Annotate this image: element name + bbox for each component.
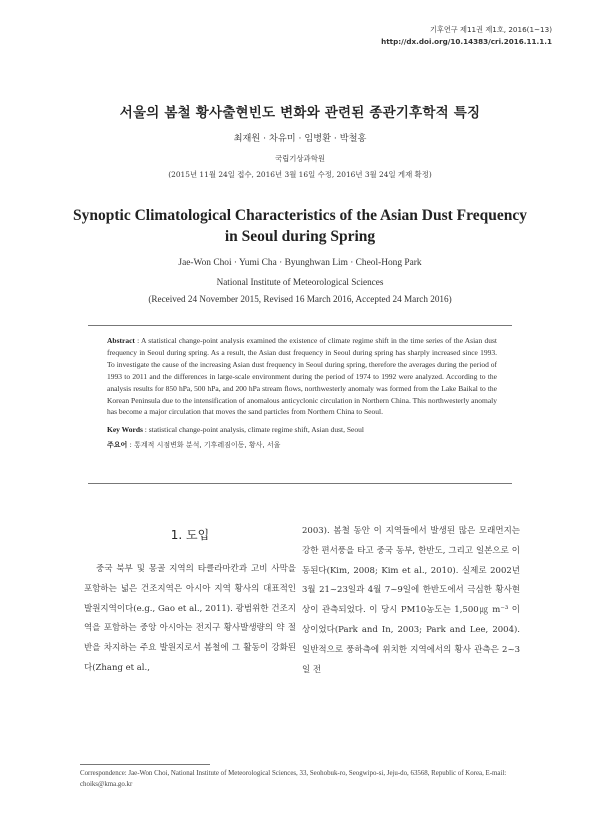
korean-keywords-text: : 통계적 시점변화 분석, 기후레짐이동, 황사, 서울 xyxy=(127,441,281,450)
keywords xyxy=(107,424,497,436)
abstract-text: : A statistical change-point analysis examined the existence of climate regime shift in the time series of the Asian dust frequency in Seoul during spring. As a result, the Asian dust frequency in Seoul during spring has sharply increased since 1993. To investigate the cause of the increasing Asian dust frequency in Seoul during spring, therefore the averages during the period of 1993 to 2011 and the differences in large-scale environment during the period of 1974 to 1992 were analyzed. According to the analysis results for 850 hPa, 500 hPa, and 200 hPa stream flows, northwesterly anomaly was formed from the Lake Baikal to the Korean Peninsula due to the intensification of anomalous anticyclonic circulation in Northern China. This northwesterly anomaly has become a major circulation that moves the sand particles from Northern China to Seoul. xyxy=(107,336,497,417)
abstract-label: Abstract xyxy=(107,336,135,345)
abstract-block xyxy=(107,335,497,452)
english-authors: Jae-Won Choi · Yumi Cha · Byunghwan Lim · Cheol-Hong Park xyxy=(178,258,422,268)
correspondence-footnote: Correspondence: Jae-Won Choi, National Institute of Meteorological Sciences, 33, Seohobuk-ro, Seogwipo-si, Jeju-do, 63568, Republic of Korea, E-mail: choiks@kma.go.kr xyxy=(80,770,507,788)
korean-affiliation: 국립기상과학원 xyxy=(275,154,325,163)
english-affiliation: National Institute of Meteorological Sciences xyxy=(216,277,384,287)
english-dates: (Received 24 November 2015, Revised 16 March 2016, Accepted 24 March 2016) xyxy=(148,294,452,304)
footnote-rule xyxy=(80,764,210,765)
keywords-text: : statistical change-point analysis, climate regime shift, Asian dust, Seoul xyxy=(142,425,364,435)
english-title-line2: in Seoul during Spring xyxy=(224,228,376,245)
english-title-line1: Synoptic Climatological Characteristics of the Asian Dust Frequency xyxy=(73,207,527,224)
left-column xyxy=(84,560,296,679)
right-paragraph: 2003). 봄철 동안 이 지역들에서 발생된 많은 모래먼지는 강한 편서풍을 타고 중국 동부, 한반도, 그리고 일본으로 이동된다(Kim, 2008; Kim et al., 2010). 실제로 2002년 3월 21~23일과 4월 7~9일에 한반도에서 극심한 황사현상이 관측되었다. 이 당시 PM10농도는 1,500㎍ m⁻³ 이상이었다(Park and In, 2003; Park and Lee, 2004). 일반적으로 풍하측에 위치한 지역에서의 황사 관측은 2~3일 전 xyxy=(302,526,520,675)
korean-authors: 최재원 · 차유미 · 임병환 · 박철홍 xyxy=(233,133,367,144)
korean-title: 서울의 봄철 황사출현빈도 변화와 관련된 종관기후학적 특징 xyxy=(119,105,481,121)
journal-citation: 기후연구 제11권 제1호, 2016(1~13) xyxy=(429,25,552,34)
abstract-top-rule xyxy=(88,325,512,326)
korean-keywords xyxy=(107,440,497,452)
abstract xyxy=(107,335,497,418)
doi-link[interactable]: http://dx.doi.org/10.14383/cri.2016.11.1.1 xyxy=(381,37,552,46)
section-heading: 1. 도입 xyxy=(170,528,210,542)
english-title xyxy=(60,205,540,247)
abstract-bottom-rule xyxy=(88,483,512,484)
left-paragraph: 중국 북부 및 몽골 지역의 타클라마칸과 고비 사막을 포함하는 넓은 건조지역은 아시아 지역 황사의 대표적인 발원지역이다(e.g., Gao et al., 2011). 광범위한 건조지역을 포함하는 중앙 아시아는 전지구 황사발생량의 약 절반을 차지하는 주요 발원지로서 봄철에 그 활동이 강화된다(Zhang et al., xyxy=(84,564,296,673)
keywords-label: Key Words xyxy=(107,425,143,435)
journal-info xyxy=(381,24,552,48)
korean-keywords-label: 주요어 xyxy=(107,441,128,450)
right-column xyxy=(302,522,520,680)
korean-dates: (2015년 11월 24일 접수, 2016년 3월 16일 수정, 2016년 3월 24일 게재 확정) xyxy=(168,170,432,179)
